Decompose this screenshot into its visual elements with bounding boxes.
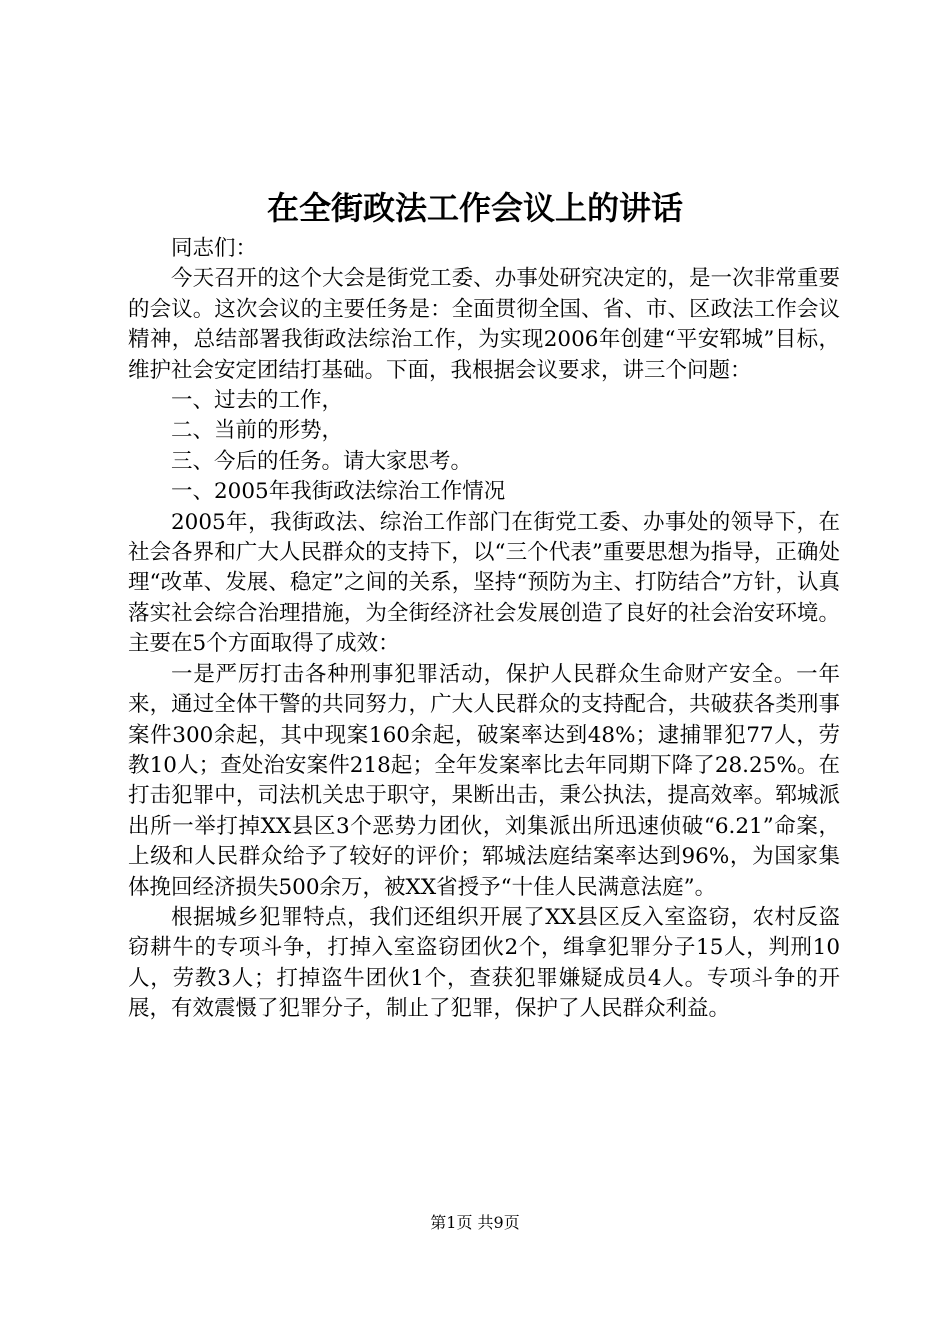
section-heading-1: 一、2005年我街政法综治工作情况	[171, 479, 506, 505]
document-body	[128, 234, 840, 1025]
paragraph-special-campaign: 根据城乡犯罪特点，我们还组织开展了XX县区反入室盗窃，农村反盗窃耕牛的专项斗争，打掉入室盗窃团伙2个，缉拿犯罪分子15人，判刑10人，劳教3人；打掉盗牛团伙1个，查获犯罪嫌疑成员4人。专项斗争的开展，有效震慑了犯罪分子，制止了犯罪，保护了人民群众利益。	[128, 904, 840, 1022]
page-number-footer: 第1页 共9页	[430, 1213, 520, 1232]
paragraph-point-2: 二、当前的形势，	[171, 418, 344, 444]
paragraph-salutation: 同志们：	[171, 236, 258, 261]
paragraph-intro: 今天召开的这个大会是街党工委、办事处研究决定的，是一次非常重要的会议。这次会议的主要任务是：全面贯彻全国、省、市、区政法工作会议精神，总结部署我街政法综治工作，为实现2006年创建“平安郓城”目标，维护社会安定团结打基础。下面，我根据会议要求，讲三个问题：	[128, 266, 840, 383]
paragraph-point-3: 三、今后的任务。请大家思考。	[171, 448, 473, 474]
document-title: 在全街政法工作会议上的讲话	[266, 189, 683, 227]
paragraph-2005-summary: 2005年，我街政法、综治工作部门在街党工委、办事处的领导下，在社会各界和广大人民群众的支持下，以“三个代表”重要思想为指导，正确处理“改革、发展、稳定”之间的关系，坚持“预防为主、打防结合”方针，认真落实社会综合治理措施，为全街经济社会发展创造了良好的社会治安环境。主要在5个方面取得了成效：	[128, 509, 840, 657]
paragraph-point-1: 一、过去的工作，	[171, 388, 344, 414]
paragraph-crime-crackdown: 一是严厉打击各种刑事犯罪活动，保护人民群众生命财产安全。一年来，通过全体干警的共同努力，广大人民群众的支持配合，共破获各类刑事案件300余起，其中现案160余起，破案率达到48%；逮捕罪犯77人，劳教10人；查处治安案件218起；全年发案率比去年同期下降了28.25%。在打击犯罪中，司法机关忠于职守，果断出击，秉公执法，提高效率。郓城派出所一举打掉XX县区3个恶势力团伙，刘集派出所迅速侦破“6.21”命案，上级和人民群众给予了较好的评价；郓城法庭结案率达到96%，为国家集体挽回经济损失500余万，被XX省授予“十佳人民满意法庭”。	[128, 661, 840, 900]
